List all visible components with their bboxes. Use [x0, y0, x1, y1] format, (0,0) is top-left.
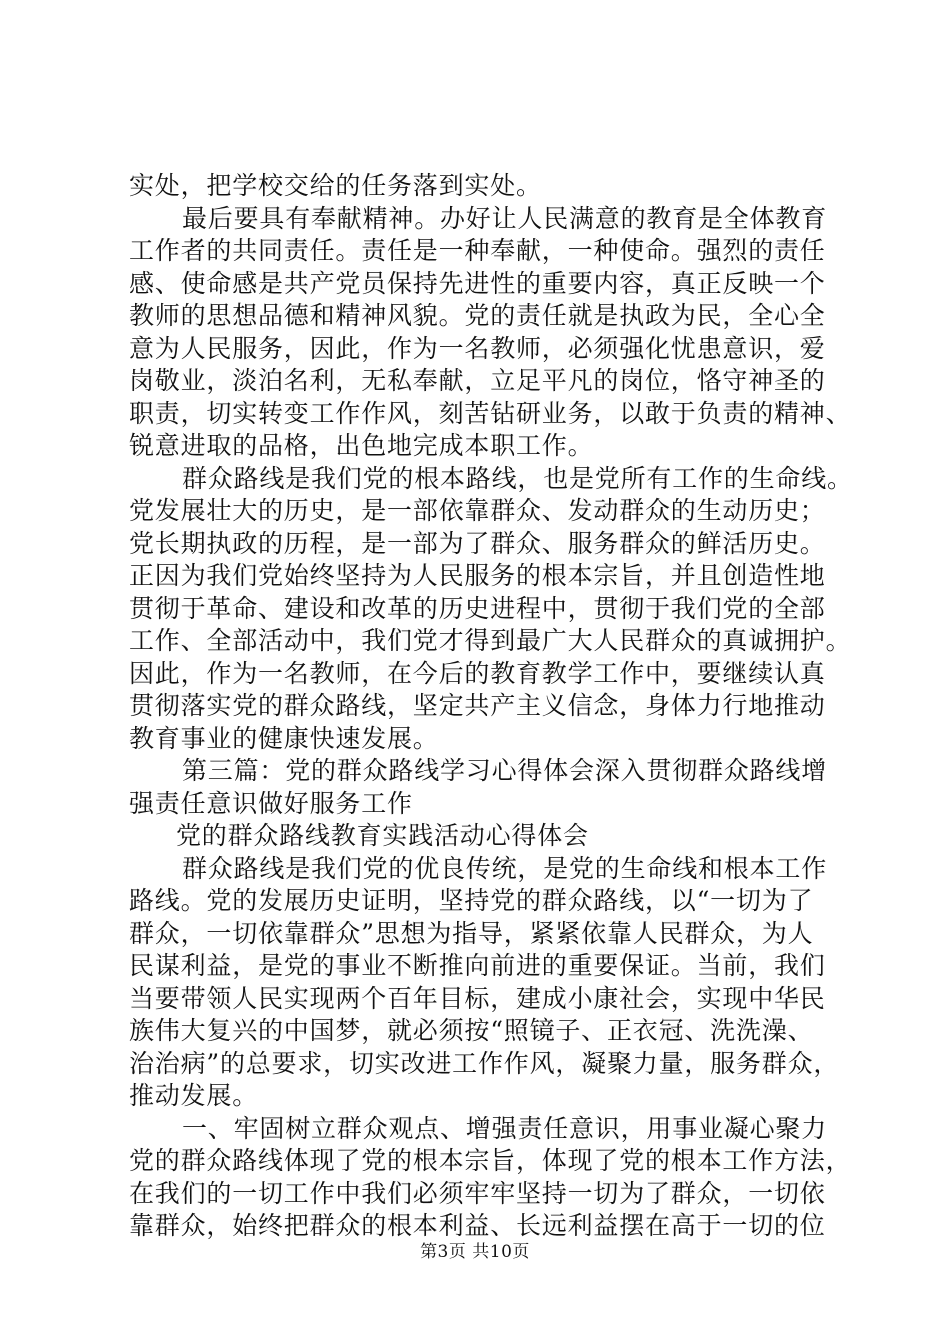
text-line: 治治病”的总要求，切实改进工作作风，凝聚力量，服务群众，: [129, 1048, 840, 1078]
text-line: 教师的思想品德和精神风貌。党的责任就是执政为民，全心全: [129, 301, 826, 330]
text-line: 因此，作为一名教师，在今后的教育教学工作中，要继续认真: [129, 658, 826, 688]
text-line: 推动发展。: [129, 1081, 259, 1110]
text-line: 当要带领人民实现两个百年目标，建成小康社会，实现中华民: [129, 983, 826, 1013]
text-line: 党长期执政的历程，是一部为了群众、服务群众的鲜活历史。: [129, 528, 826, 558]
text-line: 党发展壮大的历史，是一部依靠群众、发动群众的生动历史；: [129, 496, 826, 525]
text-line: 群众，一切依靠群众”思想为指导，紧紧依靠人民群众，为人: [129, 918, 814, 948]
text-line: 强责任意识做好服务工作: [129, 788, 413, 818]
text-line: 族伟大复兴的中国梦，就必须按“照镜子、正衣冠、洗洗澡、: [129, 1016, 814, 1045]
text-line: 工作者的共同责任。责任是一种奉献，一种使命。强烈的责任: [129, 236, 826, 265]
text-line: 意为人民服务，因此，作为一名教师，必须强化忧患意识，爱: [129, 333, 826, 363]
text-line: 最后要具有奉献精神。办好让人民满意的教育是全体教育: [182, 203, 828, 233]
text-line: 靠群众，始终把群众的根本利益、长远利益摆在高于一切的位: [129, 1211, 826, 1240]
text-line: 群众路线是我们党的优良传统，是党的生命线和根本工作: [182, 853, 828, 883]
text-line: 第三篇：党的群众路线学习心得体会深入贯彻群众路线增: [182, 756, 828, 785]
text-line: 群众路线是我们党的根本路线，也是党所有工作的生命线。: [182, 463, 853, 493]
text-line: 党的群众路线体现了党的根本宗旨，体现了党的根本工作方法，: [129, 1146, 852, 1175]
text-line: 职责，切实转变工作作风，刻苦钻研业务，以敢于负责的精神、: [129, 398, 852, 428]
text-line: 一、牢固树立群众观点、增强责任意识，用事业凝心聚力: [182, 1113, 828, 1143]
text-line: 贯彻于革命、建设和改革的历史进程中，贯彻于我们党的全部: [129, 593, 826, 623]
text-line: 正因为我们党始终坚持为人民服务的根本宗旨，并且创造性地: [129, 561, 826, 590]
text-line: 岗敬业，淡泊名利，无私奉献，立足平凡的岗位，恪守神圣的: [129, 366, 826, 395]
text-line: 党的群众路线教育实践活动心得体会: [176, 821, 589, 850]
text-line: 工作、全部活动中，我们党才得到最广大人民群众的真诚拥护。: [129, 626, 852, 655]
text-line: 民谋利益，是党的事业不断推向前进的重要保证。当前，我们: [129, 951, 826, 980]
text-line: 锐意进取的品格，出色地完成本职工作。: [129, 431, 594, 460]
text-line: 感、使命感是共产党员保持先进性的重要内容，真正反映一个: [129, 268, 826, 298]
page-number-footer: 第3页 共10页: [420, 1242, 530, 1262]
text-line: 教育事业的健康快速发展。: [129, 723, 439, 753]
text-line: 实处，把学校交给的任务落到实处。: [129, 171, 542, 200]
text-line: 路线。党的发展历史证明，坚持党的群众路线，以“一切为了: [129, 886, 814, 915]
text-line: 贯彻落实党的群众路线，坚定共产主义信念，身体力行地推动: [129, 691, 826, 720]
text-line: 在我们的一切工作中我们必须牢牢坚持一切为了群众，一切依: [129, 1178, 826, 1208]
document-body: [129, 170, 853, 1243]
